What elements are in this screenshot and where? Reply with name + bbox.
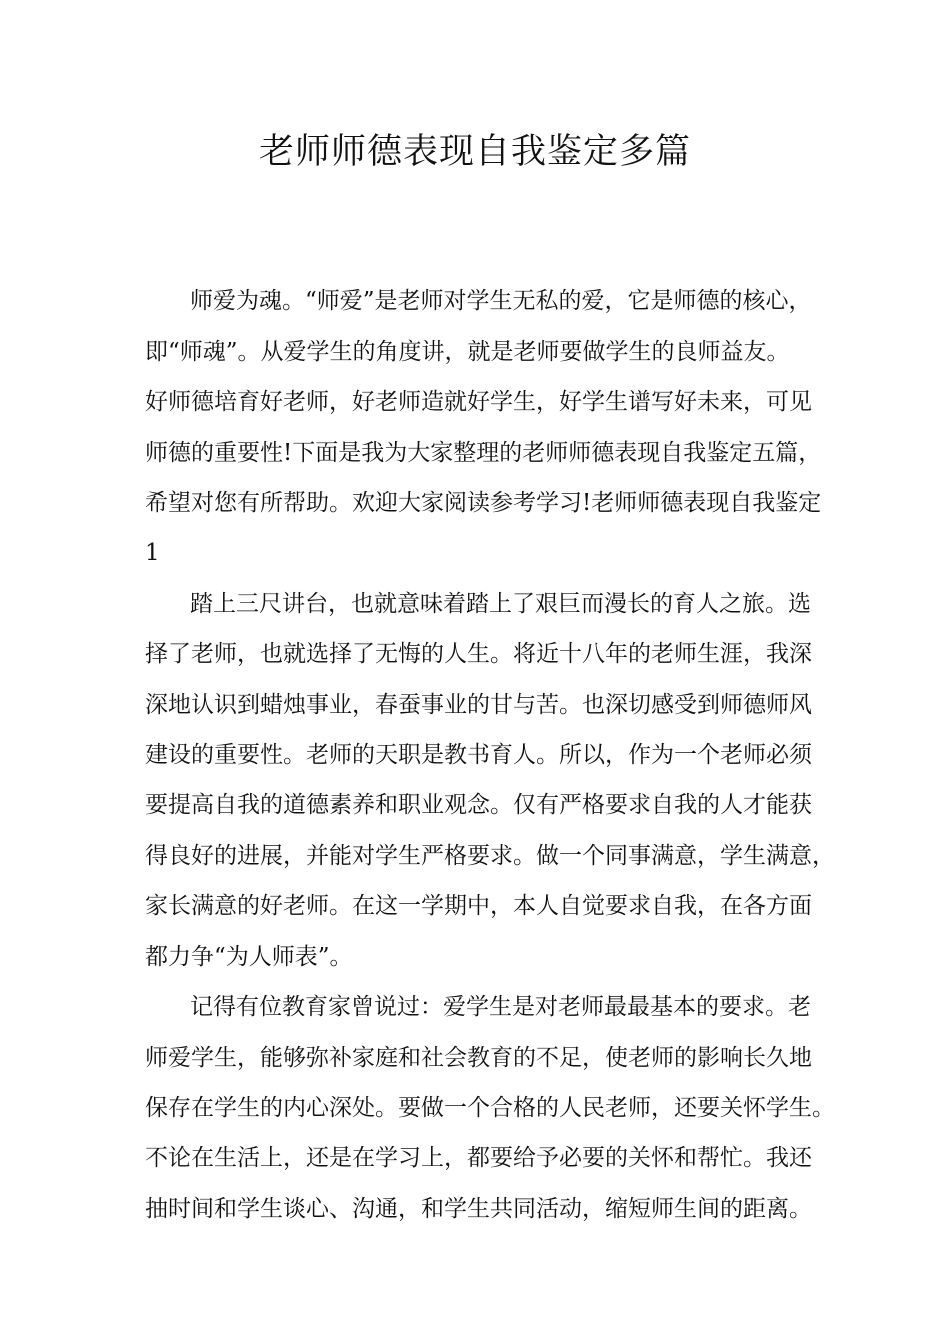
paragraph-1-line (0, 533, 950, 573)
text-line: 1 (145, 540, 160, 566)
paragraph-1-line (0, 483, 950, 523)
text-line: 保存在学生的内心深处。要做一个合格的人民老师，还要关怀学生。 (145, 1095, 835, 1121)
paragraph-2-line (0, 634, 950, 674)
text-line: 踏上三尺讲台，也就意味着踏上了艰巨而漫长的育人之旅。选 (190, 591, 811, 617)
paragraph-2-line (0, 584, 950, 624)
paragraph-2-line (0, 836, 950, 876)
text-line: 家长满意的好老师。在这一学期中，本人自觉要求自我，在各方面 (145, 893, 812, 919)
text-line: 好师德培育好老师，好老师造就好学生，好学生谱写好未来，可见 (145, 389, 812, 415)
paragraph-2-line (0, 937, 950, 977)
text-line: 得良好的进展，并能对学生严格要求。做一个同事满意，学生满意， (145, 843, 835, 869)
text-line: 希望对您有所帮助。欢迎大家阅读参考学习!老师师德表现自我鉴定 (145, 490, 822, 516)
text-line: 都力争“为人师表”。 (145, 944, 353, 970)
text-line: 抽时间和学生谈心、沟通，和学生共同活动，缩短师生间的距离。 (145, 1196, 812, 1222)
paragraph-1-line (0, 433, 950, 473)
paragraph-3-line (0, 1088, 950, 1128)
paragraph-1-line (0, 332, 950, 372)
paragraph-2-line (0, 735, 950, 775)
text-line: 师爱学生，能够弥补家庭和社会教育的不足，使老师的影响长久地 (145, 1045, 812, 1071)
paragraph-3-line (0, 1189, 950, 1229)
text-line: 建设的重要性。老师的天职是教书育人。所以，作为一个老师必须 (145, 742, 812, 768)
text-line: 师爱为魂。“师爱”是老师对学生无私的爱，它是师德的核心， (190, 288, 812, 314)
paragraph-2-line (0, 685, 950, 725)
paragraph-3-line (0, 1038, 950, 1078)
paragraph-2-line (0, 785, 950, 825)
document-title: 老师师德表现自我鉴定多篇 (258, 132, 691, 172)
text-line: 记得有位教育家曾说过：爱学生是对老师最最基本的要求。老 (190, 994, 811, 1020)
text-line: 即“师魂”。从爱学生的角度讲，就是老师要做学生的良师益友。 (145, 339, 790, 365)
text-line: 深地认识到蜡烛事业，春蚕事业的甘与苦。也深切感受到师德师风 (145, 692, 812, 718)
paragraph-1-line (0, 281, 950, 321)
text-line: 要提高自我的道德素养和职业观念。仅有严格要求自我的人才能获 (145, 792, 812, 818)
text-line: 择了老师，也就选择了无悔的人生。将近十八年的老师生涯，我深 (145, 641, 812, 667)
paragraph-3-line (0, 1138, 950, 1178)
paragraph-3-line (0, 987, 950, 1027)
paragraph-2-line (0, 886, 950, 926)
paragraph-1-line (0, 382, 950, 422)
text-line: 师德的重要性!下面是我为大家整理的老师师德表现自我鉴定五篇， (145, 440, 822, 466)
text-line: 不论在生活上，还是在学习上，都要给予必要的关怀和帮忙。我还 (145, 1145, 812, 1171)
